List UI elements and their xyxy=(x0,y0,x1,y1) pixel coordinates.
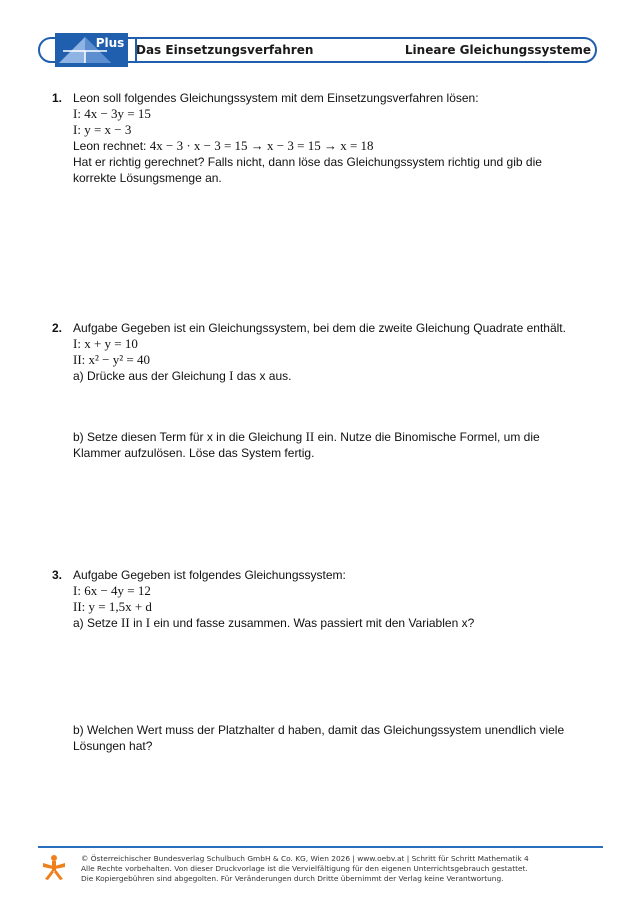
task-number: 1. xyxy=(52,91,63,105)
task-text: Leon soll folgendes Gleichungssystem mit dem Einsetzungsverfahren lösen: xyxy=(73,91,479,105)
equation: I: y = x − 3 xyxy=(73,122,132,137)
text: ein und fasse zusammen. Was passiert mit den Variablen x? xyxy=(153,616,475,630)
task-number: 3. xyxy=(52,568,63,582)
subtask-a xyxy=(73,368,291,384)
text: das x aus. xyxy=(236,369,292,383)
roman-numeral: II xyxy=(305,429,315,444)
publisher-logo-icon xyxy=(41,853,67,881)
footer-rights: Alle Rechte vorbehalten. Von dieser Druckvorlage ist die Vervielfältigung für den eigenen Unterrichtsgebrauch gestattet. xyxy=(81,864,528,873)
chapter-title: Lineare Gleichungssysteme xyxy=(404,43,591,57)
equation: II: y = 1,5x + d xyxy=(73,599,152,614)
logo-text: Plus xyxy=(95,36,125,50)
task-text: Lösungen hat? xyxy=(73,739,153,753)
subtask-a xyxy=(73,615,474,631)
label: Leon rechnet: xyxy=(73,139,147,153)
equation: I: 4x − 3y = 15 xyxy=(73,106,151,121)
equation: II: x² − y² = 40 xyxy=(73,352,150,367)
task-text: Aufgabe Gegeben ist ein Gleichungssystem, bei dem die zweite Gleichung Quadrate enthält. xyxy=(73,321,566,335)
text: ein. Nutze die Binomische Formel, um die xyxy=(317,430,540,444)
text: a) Setze xyxy=(73,616,118,630)
section-title: Das Einsetzungsverfahren xyxy=(136,43,314,57)
subtask-b xyxy=(73,429,540,445)
task-number: 2. xyxy=(52,321,63,335)
equation: I: x + y = 10 xyxy=(73,336,138,351)
equation: 4x − 3 · x − 3 = 15 → x − 3 = 15 → x = 18 xyxy=(149,138,374,153)
footer-copyright: © Österreichischer Bundesverlag Schulbuch GmbH & Co. KG, Wien 2026 | www.oebv.at | Schritt für Schritt Mathematik 4 xyxy=(81,854,529,863)
task-text: Klammer aufzulösen. Löse das System fertig. xyxy=(73,446,315,460)
text: b) Setze diesen Term für x in die Gleichung xyxy=(73,430,303,444)
task-text: Hat er richtig gerechnet? Falls nicht, dann löse das Gleichungssystem richtig und gib die xyxy=(73,155,542,169)
footer-disclaimer: Die Kopiergebühren sind abgegolten. Für Veränderungen durch Dritte übernimmt der Verlag keine Verantwortung. xyxy=(81,874,504,883)
footer-divider xyxy=(38,846,603,848)
task-text: korrekte Lösungsmenge an. xyxy=(73,171,222,185)
text: in xyxy=(133,616,143,630)
task-text: Aufgabe Gegeben ist folgendes Gleichungssystem: xyxy=(73,568,346,582)
subtask-b: b) Welchen Wert muss der Platzhalter d haben, damit das Gleichungssystem unendlich viele xyxy=(73,723,565,737)
task-text xyxy=(73,138,374,154)
equation: I: 6x − 4y = 12 xyxy=(73,583,151,598)
roman-numeral: I xyxy=(229,368,234,383)
text: a) Drücke aus der Gleichung xyxy=(73,369,226,383)
roman-numeral: II xyxy=(121,615,130,630)
roman-numeral: I xyxy=(145,615,151,630)
